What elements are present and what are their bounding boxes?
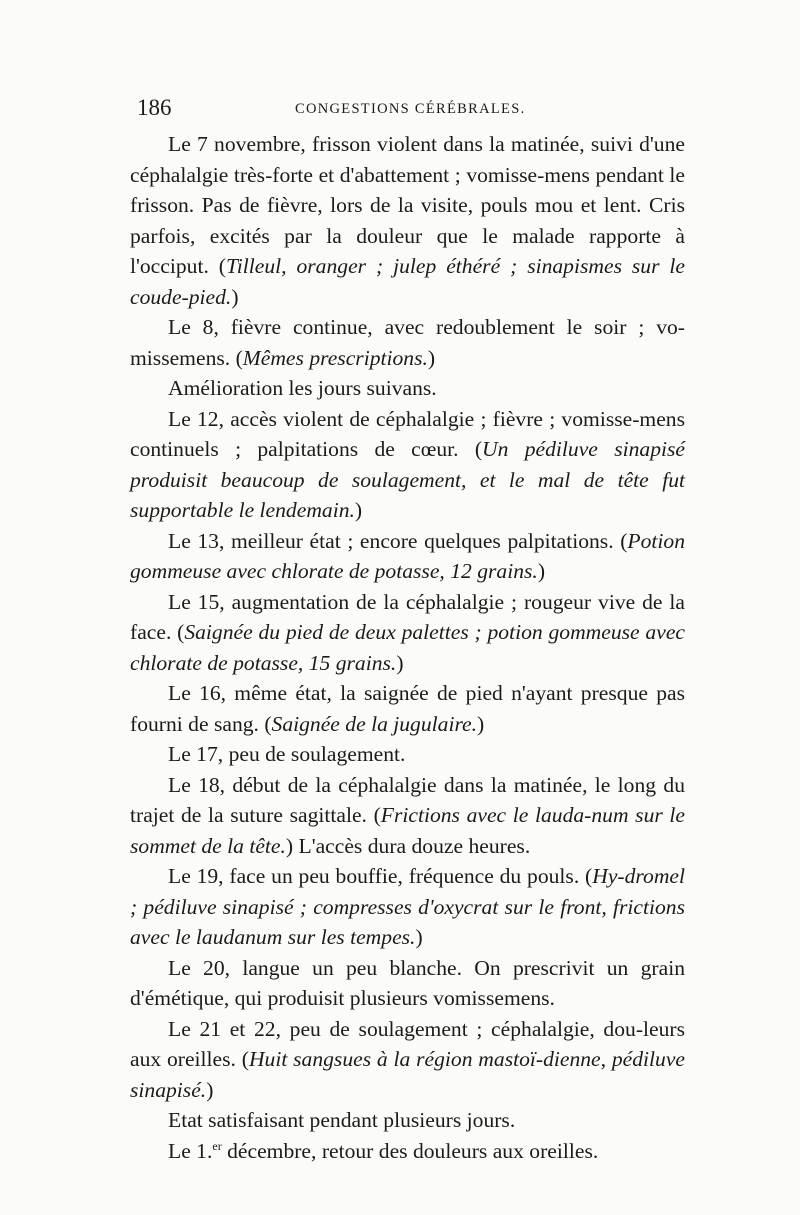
- paragraph: Le 15, augmentation de la céphalalgie ; rougeur vive de la face. (Saignée du pied de deux palettes ; potion gommeuse avec chlorate de potasse, 15 grains.): [130, 589, 685, 675]
- book-page: [130, 95, 685, 1166]
- paragraph-last: Le 1.$^{er}$ décembre, retour des douleurs aux oreilles.: [168, 1138, 599, 1163]
- paragraph: Le 16, même état, la saignée de pied n'ayant presque pas fourni de sang. (Saignée de la jugulaire.): [130, 681, 685, 736]
- paragraph: Le 17, peu de soulagement.: [168, 742, 406, 766]
- paragraph: Le 19, face un peu bouffie, fréquence du pouls. (Hy-dromel ; pédiluve sinapisé ; compresses d'oxycrat sur le front, frictions avec le laudanum sur les tempes.): [130, 864, 685, 949]
- paragraph: Le 13, meilleur état ; encore quelques palpitations. (Potion gommeuse avec chlorate de potasse, 12 grains.): [130, 528, 685, 583]
- paragraph: Le 18, début de la céphalalgie dans la matinée, le long du trajet de la suture sagittale. (Frictions avec le lauda-num sur le sommet de la tête.) L'accès dura douze heures.: [130, 772, 685, 858]
- paragraph: Le 8, fièvre continue, avec redoublement le soir ; vo-missemens. (Mêmes prescriptions.): [130, 315, 685, 370]
- page-number: 186: [137, 95, 172, 120]
- paragraph: Amélioration les jours suivans.: [168, 376, 437, 400]
- paragraph: Etat satisfaisant pendant plusieurs jours.: [168, 1108, 516, 1132]
- paragraph: Le 7 novembre, frisson violent dans la matinée, suivi d'une céphalalgie très-forte et d'abattement ; vomisse-mens pendant le frisson. Pas de fièvre, lors de la visite, pouls mou et lent. Cris parfois, excités par la douleur que le malade rapporte à l'occiput. (Tilleul, oranger ; julep éthéré ; sinapismes sur le coude-pied.): [130, 132, 686, 309]
- paragraph: Le 21 et 22, peu de soulagement ; céphalalgie, dou-leurs aux oreilles. (Huit sangsues à la région mastoï-dienne, pédiluve sinapisé.): [130, 1016, 685, 1102]
- running-head: CONGESTIONS CÉRÉBRALES.: [295, 101, 526, 117]
- body-text: [130, 129, 685, 1166]
- paragraph: Le 20, langue un peu blanche. On prescrivit un grain d'émétique, qui produisit plusieurs vomissemens.: [130, 955, 685, 1010]
- paragraph: Le 12, accès violent de céphalalgie ; fièvre ; vomisse-mens continuels ; palpitations de cœur. (Un pédiluve sinapisé produisit beaucoup de soulagement, et le mal de tête fut supportable le lendemain.): [130, 406, 685, 522]
- page-header: [130, 95, 685, 129]
